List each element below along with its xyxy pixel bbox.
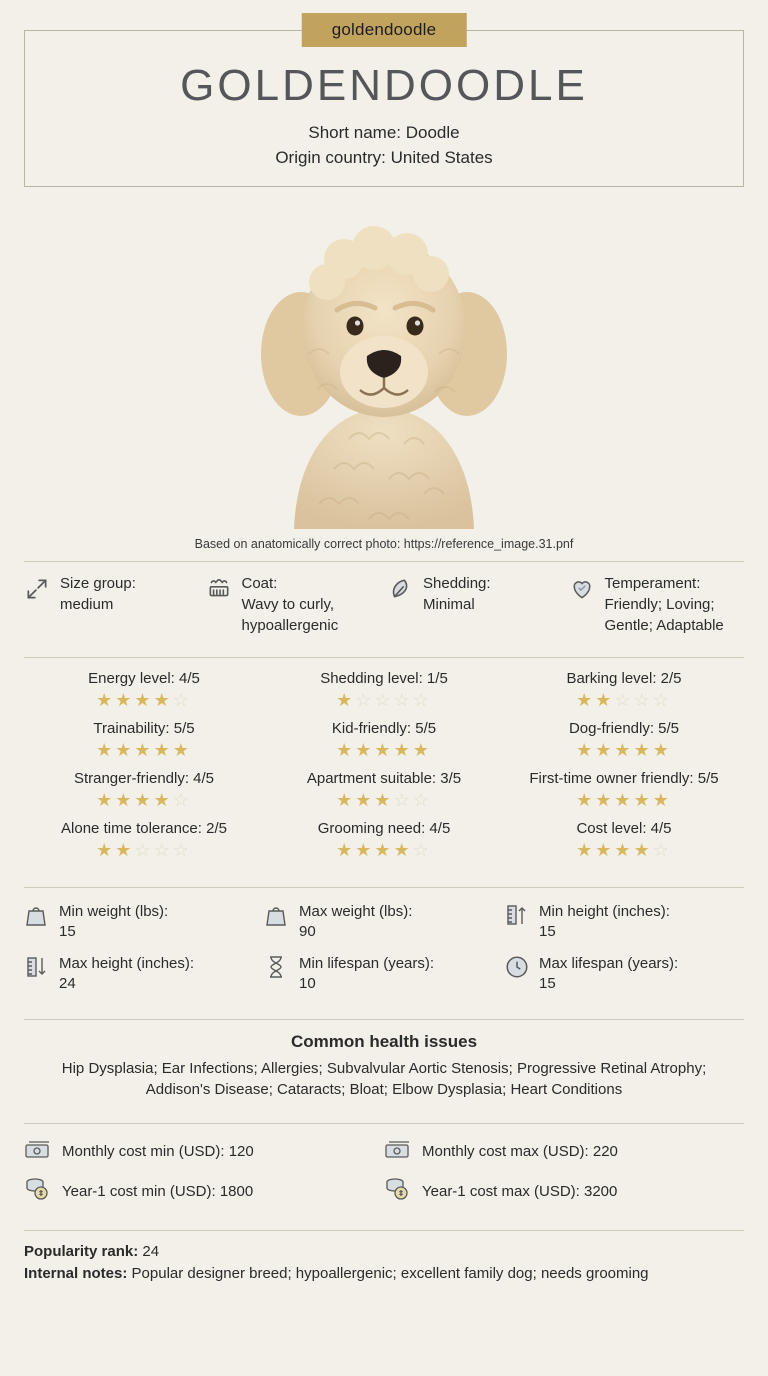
rating-stars: ★★★★☆ <box>576 840 672 861</box>
breed-photo <box>24 199 744 529</box>
rating-item <box>24 770 264 814</box>
rating-item <box>504 770 744 814</box>
measure-value: 15 <box>539 922 556 940</box>
notes-value: Popular designer breed; hypoallergenic; excellent family dog; needs grooming <box>131 1264 649 1282</box>
rating-label: Trainability: 5/5 <box>93 719 195 737</box>
cost-year1-max <box>384 1177 744 1206</box>
goldendoodle-illustration <box>239 204 529 529</box>
attribute-label: Shedding: <box>423 575 491 593</box>
rating-label: Grooming need: 4/5 <box>317 820 451 838</box>
popularity-label: Popularity rank: <box>24 1243 139 1261</box>
cost-label: Monthly cost max (USD): 220 <box>422 1143 618 1161</box>
attribute-value: medium <box>60 596 114 614</box>
weight-icon <box>24 902 50 933</box>
clock-icon <box>504 954 530 985</box>
measure-max-weight <box>264 902 504 943</box>
measure-label: Max lifespan (years): <box>539 955 679 973</box>
heart-icon <box>569 574 597 607</box>
measure-value: 15 <box>539 975 556 993</box>
rating-stars: ★☆☆☆☆ <box>336 689 432 710</box>
origin-country-line: Origin country: United States <box>275 147 493 167</box>
rating-label: Barking level: 2/5 <box>566 669 682 687</box>
rating-stars: ★★★★★ <box>96 739 192 760</box>
rating-stars: ★★★★★ <box>576 739 672 760</box>
measure-value: 15 <box>59 922 76 940</box>
coins-icon <box>384 1177 412 1206</box>
weight-icon <box>264 902 290 933</box>
measure-text <box>59 954 194 995</box>
rating-label: Alone time tolerance: 2/5 <box>61 820 227 838</box>
feather-icon <box>387 574 415 607</box>
short-name-line: Short name: Doodle <box>308 123 460 143</box>
header-box <box>24 30 744 187</box>
banknote-icon <box>24 1138 52 1165</box>
attribute-label: Size group: <box>60 575 136 593</box>
rating-label: First-time owner friendly: 5/5 <box>529 770 719 788</box>
measure-min-lifespan <box>264 954 504 995</box>
measure-max-height <box>24 954 264 995</box>
footer-section <box>24 1231 744 1285</box>
rating-stars: ★★☆☆☆ <box>576 689 672 710</box>
measure-text <box>299 902 412 943</box>
measure-label: Min lifespan (years): <box>299 955 435 973</box>
measure-label: Max weight (lbs): <box>299 902 413 920</box>
rating-label: Energy level: 4/5 <box>88 669 200 687</box>
measure-text <box>539 902 670 943</box>
measure-value: 90 <box>299 922 316 940</box>
rating-item <box>504 720 744 764</box>
attribute-label: Coat: <box>241 575 278 593</box>
page-title: GOLDENDOODLE <box>180 61 588 110</box>
rating-stars: ★★★★☆ <box>96 689 192 710</box>
measure-min-height <box>504 902 744 943</box>
rating-item <box>504 670 744 714</box>
ruler-down-icon <box>24 954 50 985</box>
measure-max-lifespan <box>504 954 744 995</box>
attribute-value: Friendly; Loving; Gentle; Adaptable <box>604 596 724 634</box>
rating-label: Cost level: 4/5 <box>576 820 672 838</box>
rating-item <box>264 670 504 714</box>
internal-notes <box>24 1263 744 1285</box>
measure-label: Min weight (lbs): <box>59 902 169 920</box>
rating-stars: ★★☆☆☆ <box>96 840 192 861</box>
rating-stars: ★★★★☆ <box>336 840 432 861</box>
ratings-grid <box>24 658 744 877</box>
rating-item <box>24 670 264 714</box>
rating-label: Stranger-friendly: 4/5 <box>73 770 215 788</box>
banknote-icon <box>384 1138 412 1165</box>
rating-item <box>504 820 744 864</box>
attribute-temperament <box>569 574 745 636</box>
cost-monthly-min <box>24 1138 384 1165</box>
rating-item <box>264 770 504 814</box>
measure-label: Min height (inches): <box>539 902 670 920</box>
attribute-text <box>605 574 745 636</box>
health-title: Common health issues <box>290 1031 478 1051</box>
rating-label: Dog-friendly: 5/5 <box>568 719 680 737</box>
attribute-label: Temperament: <box>604 575 701 593</box>
cost-label: Year-1 cost min (USD): 1800 <box>62 1183 254 1201</box>
popularity-value: 24 <box>142 1243 160 1261</box>
attribute-text <box>242 574 382 636</box>
rating-item <box>264 820 504 864</box>
attribute-value: Wavy to curly, hypoallergenic <box>241 596 339 634</box>
hourglass-icon <box>264 954 290 985</box>
measure-value: 10 <box>299 975 316 993</box>
measure-label: Max height (inches): <box>59 955 195 973</box>
measure-value: 24 <box>59 975 76 993</box>
rating-stars: ★★★☆☆ <box>336 790 432 811</box>
rating-label: Kid-friendly: 5/5 <box>331 719 437 737</box>
rating-stars: ★★★★★ <box>576 790 672 811</box>
photo-caption: Based on anatomically correct photo: https://reference_image.31.pnf <box>194 537 574 552</box>
attribute-shedding <box>387 574 563 636</box>
health-text: Hip Dysplasia; Ear Infections; Allergies; Subvalvular Aortic Stenosis; Progressive Retinal Atrophy; Addison's Disease; Cataracts; Bloat; Elbow Dysplasia; Heart Conditions <box>61 1059 707 1099</box>
attribute-coat <box>206 574 382 636</box>
cost-label: Monthly cost min (USD): 120 <box>62 1143 254 1161</box>
resize-arrows-icon <box>24 574 52 607</box>
measure-text <box>59 902 168 943</box>
rating-item <box>24 820 264 864</box>
rating-label: Apartment suitable: 3/5 <box>306 770 462 788</box>
attributes-row <box>24 562 744 646</box>
rating-item <box>24 720 264 764</box>
cost-label: Year-1 cost max (USD): 3200 <box>422 1183 618 1201</box>
measure-min-weight <box>24 902 264 943</box>
coins-icon <box>24 1177 52 1206</box>
ruler-up-icon <box>504 902 530 933</box>
header <box>24 20 744 187</box>
cost-year1-min <box>24 1177 384 1206</box>
cost-monthly-max <box>384 1138 744 1165</box>
measure-text <box>539 954 678 995</box>
comb-icon <box>206 574 234 607</box>
attribute-text <box>60 574 136 615</box>
attribute-value: Minimal <box>423 596 475 614</box>
health-section <box>24 1020 744 1114</box>
notes-label: Internal notes: <box>24 1264 128 1282</box>
measures-grid <box>24 888 744 1009</box>
attribute-size-group <box>24 574 200 636</box>
rating-stars: ★★★★★ <box>336 739 432 760</box>
costs-grid <box>24 1124 744 1220</box>
popularity-rank <box>24 1241 744 1263</box>
attribute-text <box>423 574 491 615</box>
rating-stars: ★★★★☆ <box>96 790 192 811</box>
rating-label: Shedding level: 1/5 <box>320 669 448 687</box>
breed-tag: goldendoodle <box>302 13 467 47</box>
rating-item <box>264 720 504 764</box>
measure-text <box>299 954 434 995</box>
